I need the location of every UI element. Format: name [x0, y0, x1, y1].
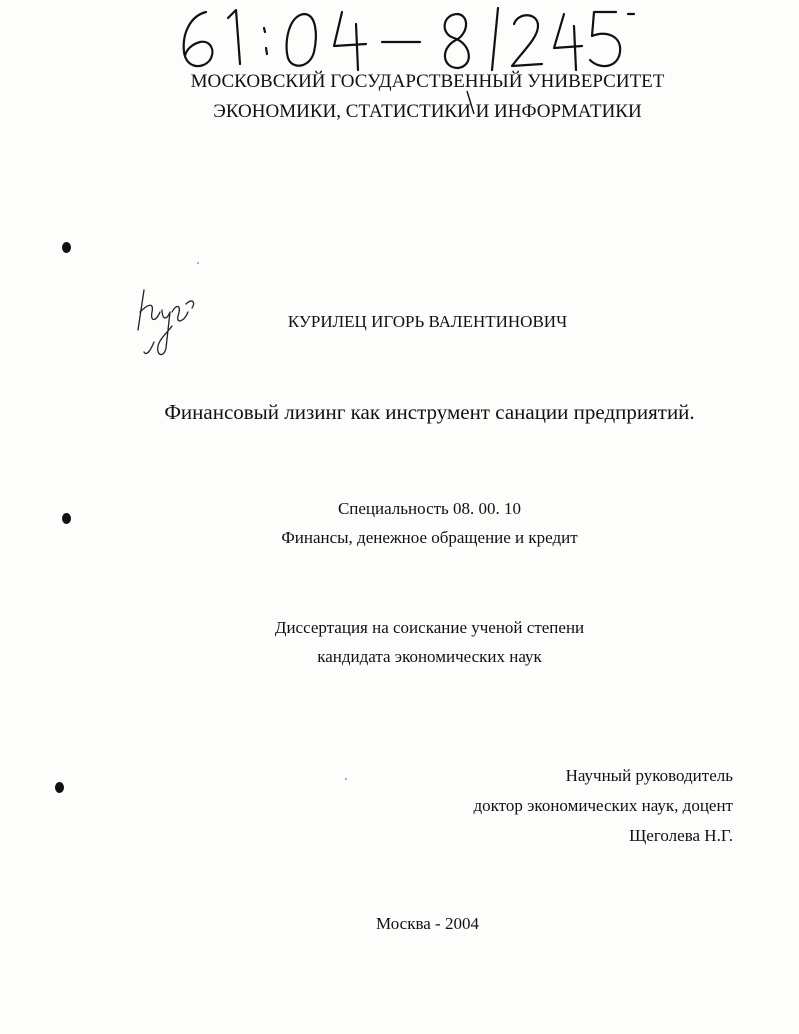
- paper-speck: [345, 778, 347, 780]
- university-name-line-2: ЭКОНОМИКИ, СТАТИСТИКИ И ИНФОРМАТИКИ: [213, 101, 642, 122]
- punch-hole: [55, 782, 64, 793]
- specialty-code: Специальность 08. 00. 10: [337, 499, 522, 518]
- pen-tick-mark: [466, 90, 476, 116]
- handwritten-archive-number: [176, 4, 636, 76]
- author-name: КУРИЛЕЦ ИГОРЬ ВАЛЕНТИНОВИЧ: [287, 312, 568, 331]
- specialty-name: Финансы, денежное обращение и кредит: [281, 528, 578, 547]
- city-year: Москва - 2004: [376, 914, 479, 933]
- supervisor-label: Научный руководитель: [565, 766, 733, 785]
- degree-line-2: кандидата экономических наук: [317, 647, 542, 666]
- supervisor-name: Щеголева Н.Г.: [629, 826, 733, 845]
- punch-hole: [62, 242, 71, 253]
- university-name-line-1: МОСКОВСКИЙ ГОСУДАРСТВЕННЫЙ УНИВЕРСИТЕТ: [190, 71, 665, 92]
- degree-line-1: Диссертация на соискание ученой степени: [274, 618, 585, 637]
- thesis-title: Финансовый лизинг как инструмент санации предприятий.: [164, 400, 695, 424]
- paper-speck: [197, 262, 199, 264]
- supervisor-degree: доктор экономических наук, доцент: [473, 796, 733, 815]
